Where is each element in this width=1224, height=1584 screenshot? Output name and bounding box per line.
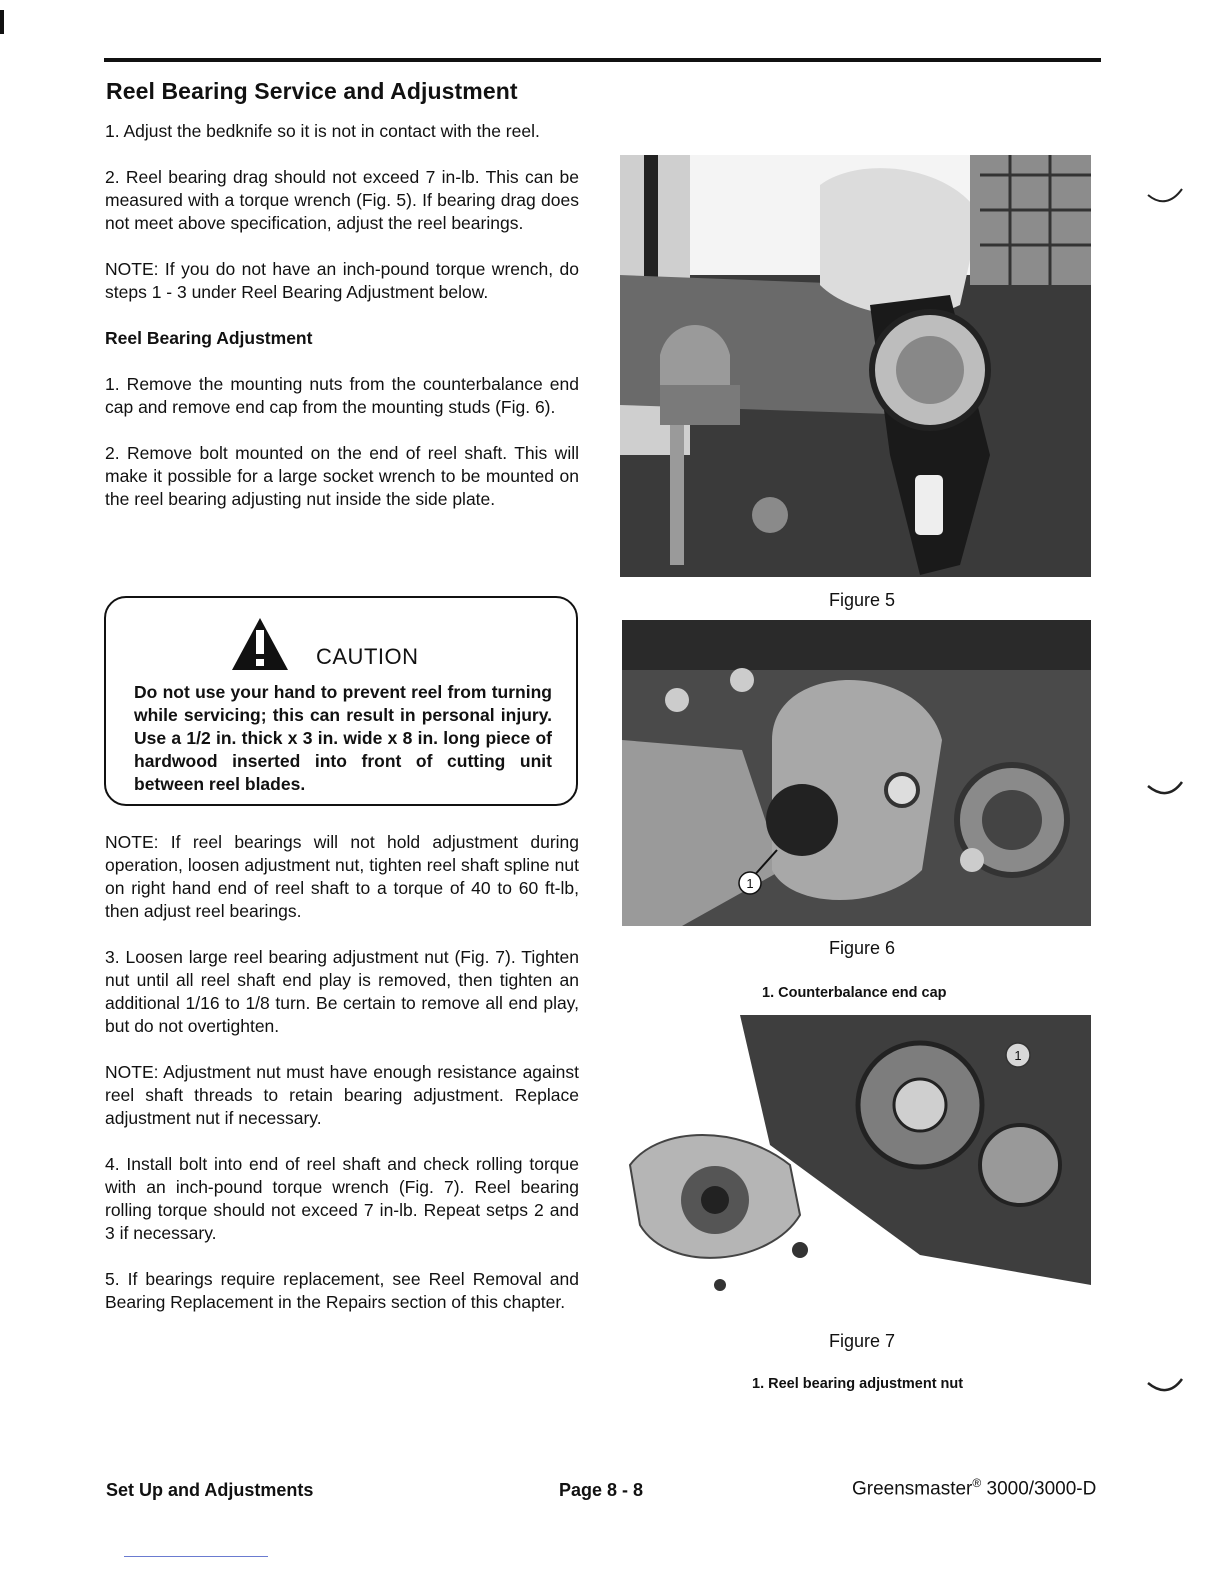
figure-5-photo (620, 155, 1091, 577)
header-rule (104, 58, 1101, 62)
warning-triangle-icon (230, 616, 290, 672)
adjustment-step-5: 5. If bearings require replacement, see Reel Removal and Bearing Replacement in the Repairs section of this chapter. (105, 1269, 579, 1312)
nut-note: NOTE: Adjustment nut must have enough resistance against reel shaft threads to retain bearing adjustment. Replace adjustment nut if necessary. (105, 1062, 579, 1128)
figure-7-callout: 1 (1014, 1048, 1022, 1063)
footer-section: Set Up and Adjustments (106, 1480, 314, 1500)
procedure-text (105, 831, 579, 1314)
intro-note: NOTE: If you do not have an inch-pound torque wrench, do steps 1 - 3 under Reel Bearing Adjustment below. (105, 259, 579, 302)
caution-header (230, 616, 490, 672)
figure-6-callout: 1 (746, 876, 754, 891)
bottom-rule (124, 1556, 268, 1557)
adjustment-step-3: 3. Loosen large reel bearing adjustment nut (Fig. 7). Tighten nut until all reel shaft end play is removed, then tighten an additional 1/16 to 1/8 turn. Be certain to remove all end play, but do not overtighten. (105, 947, 579, 1036)
registered-mark: ® (972, 1476, 982, 1490)
spline-note: NOTE: If reel bearings will not hold adjustment during operation, loosen adjustment nut, tighten reel shaft spline nut on right hand end of reel shaft to a torque of 40 to 60 ft-lb, then adjust reel bearings. (105, 832, 579, 921)
binder-mark (0, 10, 4, 34)
caution-text: Do not use your hand to prevent reel from turning while servicing; this can result in personal injury. Use a 1/2 in. thick x 3 in. wide x 8 in. long piece of hardwood inserted into front of cutting unit between reel blades. (134, 682, 552, 794)
adjustment-step-4: 4. Install bolt into end of reel shaft and check rolling torque with an inch-pound torque wrench (Fig. 7). Reel bearing rolling torque should not exceed 7 in-lb. Repeat setps 2 and 3 if necessary. (105, 1154, 579, 1243)
figure-5-caption: Figure 5 (829, 590, 896, 610)
caution-box (104, 596, 578, 806)
figure-7-photo (620, 1015, 1091, 1320)
figure-7-legend: 1. Reel bearing adjustment nut (752, 1376, 964, 1392)
margin-mark-3 (1146, 1375, 1184, 1395)
margin-mark-2 (1146, 778, 1184, 798)
footer-product (852, 1476, 1096, 1500)
intro-text (105, 120, 579, 511)
figure-6-legend: 1. Counterbalance end cap (762, 985, 947, 1001)
page-title: Reel Bearing Service and Adjustment (106, 78, 518, 104)
footer-page-number: Page 8 - 8 (559, 1480, 644, 1500)
margin-mark-1 (1146, 185, 1184, 205)
caution-title: CAUTION (316, 644, 419, 669)
intro-step-1: 1. Adjust the bedknife so it is not in contact with the reel. (105, 121, 540, 141)
intro-step-2: 2. Reel bearing drag should not exceed 7 in-lb. This can be measured with a torque wrench (Fig. 5). If bearing drag does not meet above specification, adjust the reel bearings. (105, 167, 579, 233)
footer-model: 3000/3000-D (981, 1478, 1097, 1500)
adjustment-heading: Reel Bearing Adjustment (105, 328, 313, 348)
figure-6-caption: Figure 6 (829, 938, 896, 958)
adjustment-step-1: 1. Remove the mounting nuts from the counterbalance end cap and remove end cap from the mounting studs (Fig. 6). (105, 374, 579, 417)
figure-7-caption: Figure 7 (829, 1331, 896, 1351)
figure-6-photo (622, 620, 1091, 926)
footer-product-name: Greensmaster (852, 1478, 973, 1500)
adjustment-step-2: 2. Remove bolt mounted on the end of reel shaft. This will make it possible for a large socket wrench to be mounted on the reel bearing adjusting nut inside the side plate. (105, 443, 579, 509)
